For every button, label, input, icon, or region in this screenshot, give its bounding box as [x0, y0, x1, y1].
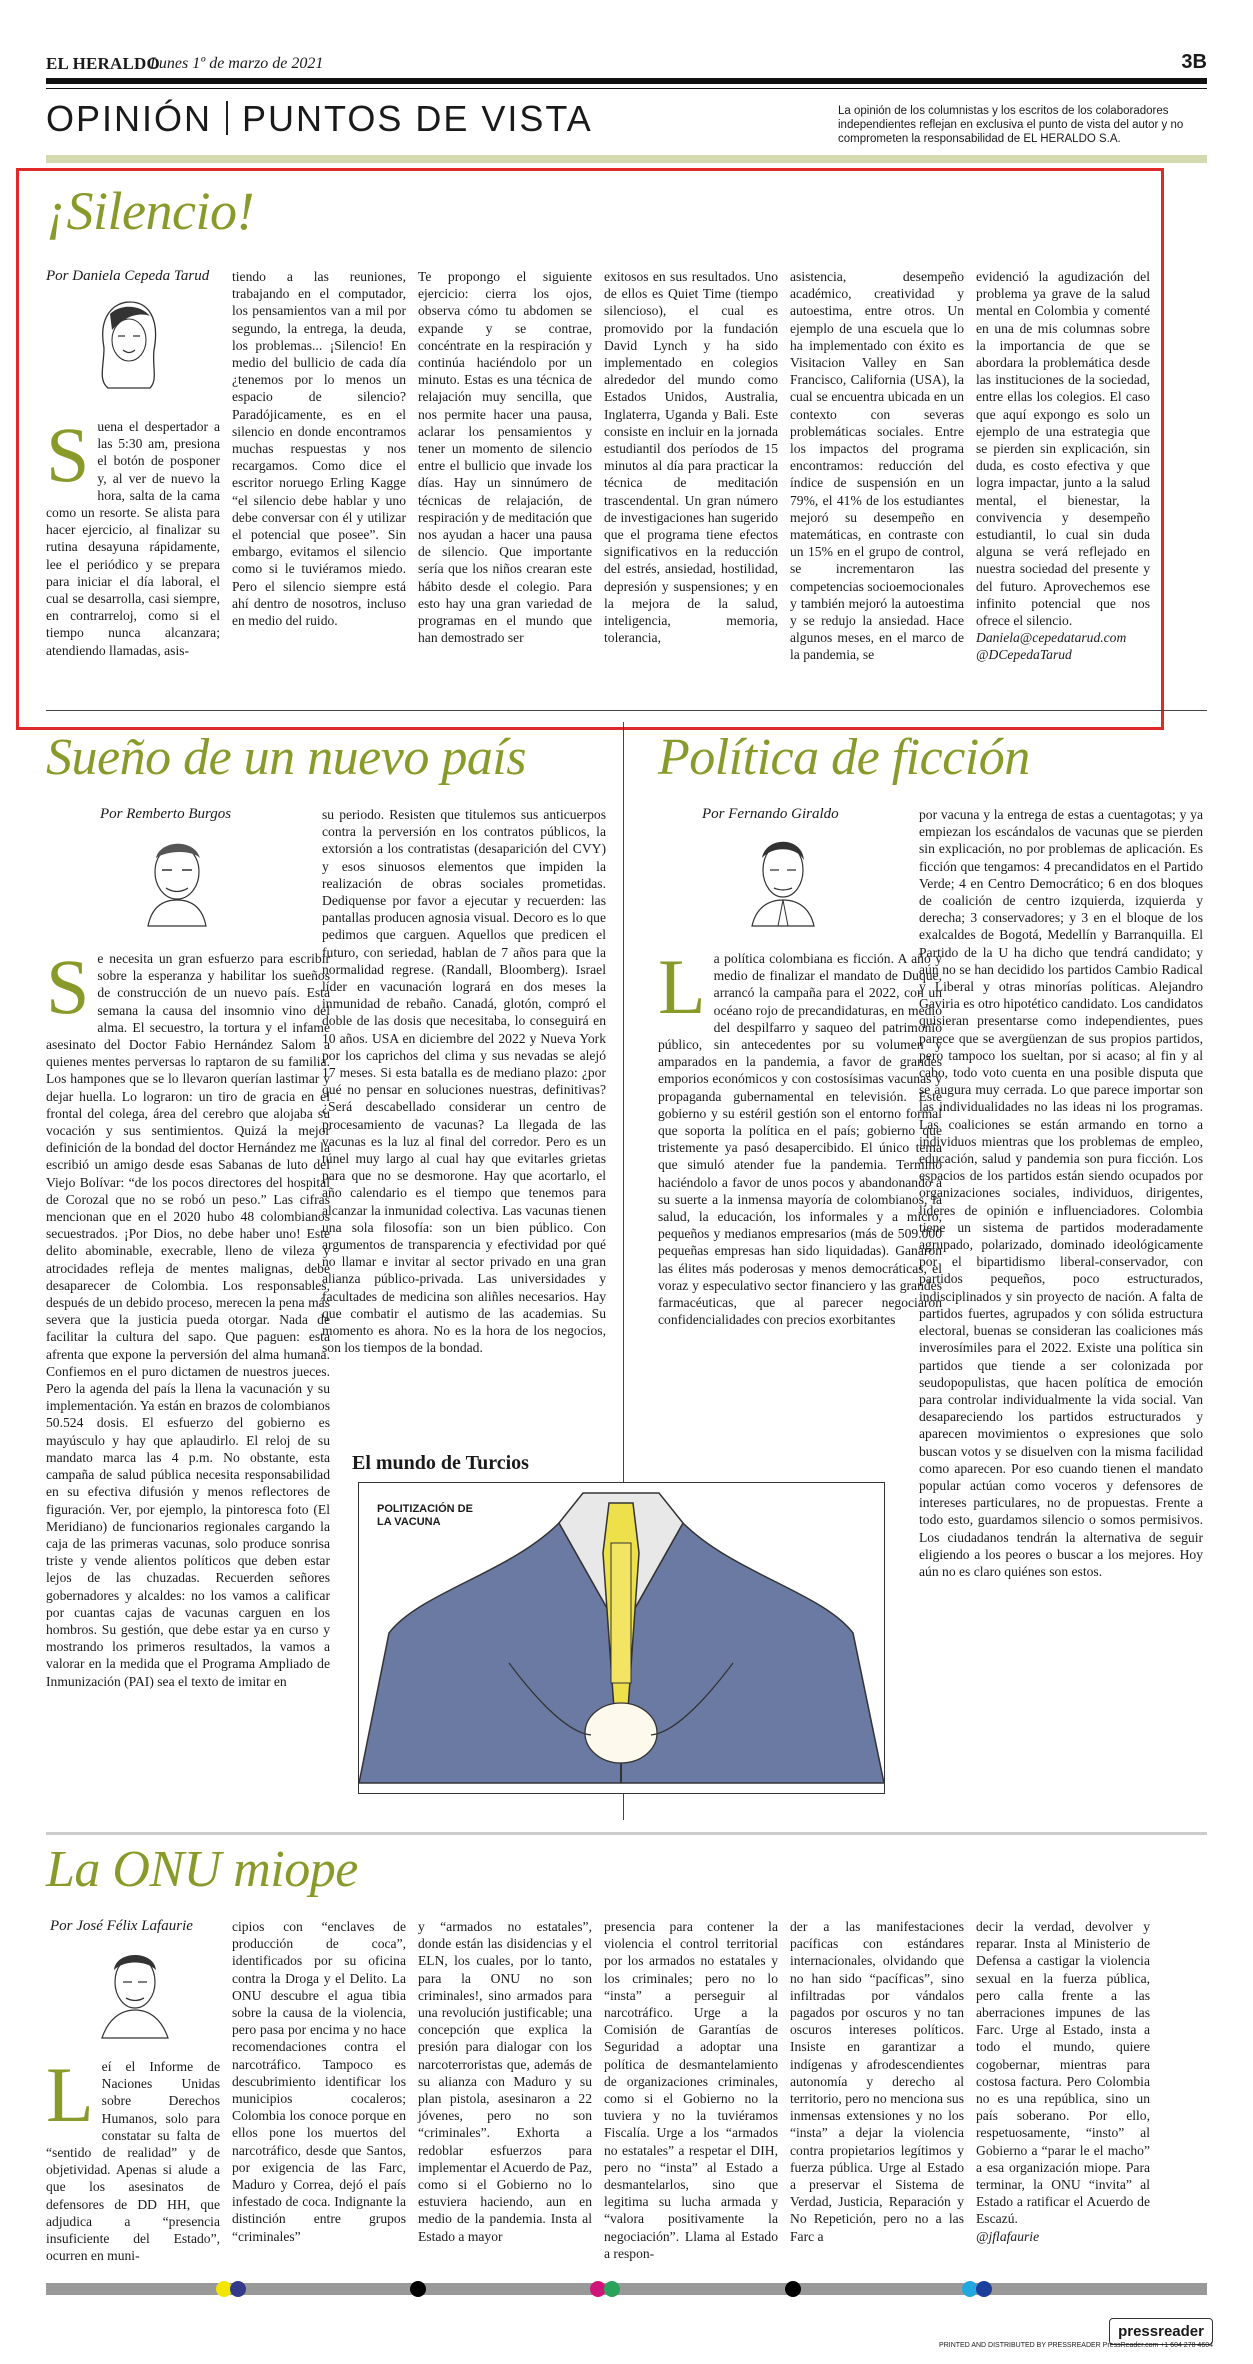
pressreader-logo[interactable]: pressreader	[1109, 2318, 1213, 2345]
sueno-col2-text: su periodo. Resisten que titulemos sus anticuerpos contra la perversión en los contratos públicos, la extorsión a los contratistas (desaparición del CVY) y esos sinuosos elementos que impiden la realización de obras sociales prometidas. Dediquense por favor a ejecutar y recuerden: las pantallas producen agnosia visual. Decoro es lo que pedimos que carguen. Aquellos que predicen el futuro, con seriedad, hablan de 7 años para que la normalidad regrese. (Randall, Bloomberg). Israel líder en vacunación logrará en dos meses la inmunidad de rebaño. Canadá, glotón, compró el doble de las dosis que necesitaba, lo conseguirá en 10 años. USA en diciembre del 2022 y Nueva York por los caprichos del clima y sus nevadas se alejó 17 meses. Si esta batalla es de mediano plazo: ¿por qué no pensar en soluciones nuestras, definitivas? ¿Será descabellado considerar un centro de procesamiento de vacunas? La llegada de las vacunas es la luz al final del corredor. Pero es un túnel muy largo al cual hay que evitarles grietas para que no se desmorone. Hay que acortarlo, el año calendario es el tiempo que tenemos para alcanzar la inmunidad colectiva. Las vacunas tienen una sola filosofía: son un bien público. Con argumentos de transparencia y efectividad por qué no llamar e invitar al sector privado en una gran alianza público-privada. Las universidades y facultades de medicina son aliñles necesarios. Hay que combatir el autismo de las academias. Su momento es ahora. No es la hora de los negocios, son los tiempos de la bondad.	[322, 807, 606, 1356]
silencio-col4-text: exitosos en sus resultados. Uno de ellos es Quiet Time (tiempo silencioso), el cual es promovido por la fundación David Lynch y ha sido implementado en colegios alrededor del mundo como Estados Unidos, Australia, Inglaterra, Uganda y Bali. Este consiste en incluir en la jornada estudiantil dos períodos de 15 minutos al día para practicar la técnica de meditación trascendental. Un gran número de investigaciones han sugerido que el programa tiene efectos significativos en la reducción del estrés, ansiedad, hostilidad, depresión y suspensiones; y en la mejora de la salud, inteligencia, memoria, tolerancia,	[604, 269, 778, 646]
silencio-author-email: Daniela@cepedatarud.com	[976, 630, 1127, 646]
cartoon-caption: POLITIZACIÓN DE LA VACUNA	[377, 1503, 473, 1528]
sueno-dropcap: S	[46, 943, 90, 1030]
masthead-thin-rule	[46, 88, 1207, 89]
silencio-author-handle: @DCepedaTarud	[976, 647, 1072, 663]
sueno-column-2	[322, 806, 606, 1357]
masthead-name: EL HERALDO	[46, 54, 160, 73]
silencio-column-2	[232, 268, 406, 629]
onu-author-handle: @jflafaurie	[976, 2228, 1040, 2244]
politica-headline: Política de ficción	[658, 729, 1030, 786]
silencio-col1-text: uena el despertador a las 5:30 am, presiona el botón de posponer y, al ver de nuevo la hora, salta de la cama como un resorte. Se alista para hacer ejercicio, al finalizar su rutina desayuna rápidamente, lee el periódico y se prepara para iniciar el día laboral, el cual se desarrolla, casi siempre, en contrarreloj, como si el tiempo nunca alcanzara; atendiendo llamadas, asis-	[46, 419, 220, 658]
silencio-byline: Por Daniela Cepeda Tarud	[46, 268, 210, 284]
onu-column-6	[976, 1918, 1150, 2245]
onu-headline: La ONU miope	[46, 1841, 358, 1898]
silencio-col5-text: asistencia, desempeño académico, creatividad y autoestima, entre otros. Un ejemplo de una escuela que lo ha implementado con éxito es Visitacion Valley en San Francisco, California (USA), la cual se encuentra ubicada en un contexto con severas problemáticas sociales. Entre los impactos del programa encontramos: reducción del índice de suspensión en un 79%, el 41% de los estudiantes mejoró su desempeño en matemáticas, en contraste con un 15% en el grupo de control, se incrementaron las competencias socioemocionales y también mejoró la autoestima y se redujo la ansiedad. Hace algunos meses, en el marco de la pandemia, se	[790, 269, 965, 663]
politica-column-1	[658, 943, 942, 1328]
onu-column-1	[46, 2051, 220, 2264]
silencio-column-1	[46, 411, 220, 659]
masthead-rule	[46, 78, 1207, 84]
onu-col5-text: der a las manifestaciones pacíficas con estándares internacionales, olvidando que no han sido “pacíficas”, sino infiltradas por vándalos pagados por oscuros y no tan oscuros intereses políticos. Insiste en garantizar a indígenas y afrodescendientes autonomía y derecho al territorio, pero no menciona sus inmensas extensiones y no los “insta” a dejar la violencia contra propietarios legítimos y fuerza pública. Urge al Estado a preservar el Sistema de Verdad, Justicia, Reparación y No Repetición, pero no a las Farc a	[790, 1919, 964, 2244]
page-number: 3B	[1181, 51, 1207, 73]
section-separator	[226, 101, 228, 135]
sueno-author-portrait	[134, 828, 220, 928]
black-registration-dot-2	[785, 2281, 801, 2297]
masthead-date: Lunes 1º de marzo de 2021	[150, 55, 324, 72]
silencio-headline: ¡Silencio!	[46, 181, 254, 241]
onu-dropcap: L	[46, 2051, 94, 2138]
pressreader-footer-text: PRINTED AND DISTRIBUTED BY PRESSREADER PressReader.com +1 604 278 4604	[939, 2342, 1213, 2349]
onu-col2-text: cipios con “enclaves de producción de coca”, identificados por su oficina contra la Droga y el Delito. La ONU descubre el agua tibia sobre la causa de la violencia, pero pasa por encima y no hace recomendaciones contra el narcotráfico. Tampoco es descubrimiento identificar los municipios cocaleros; Colombia los conoce porque en ellos pone los muertos del narcotráfico, desde que Santos, por exigencia de las Farc, Maduro y Correa, dejó el país infestado de coca. Indignante la distinción entre grupos “criminales”	[232, 1919, 406, 2244]
cartoon-panel	[358, 1482, 885, 1794]
silencio-col3-text: Te propongo el siguiente ejercicio: cierra los ojos, observa cómo tu abdomen se expande y se contrae, concéntrate en la respiración y continúa haciéndolo por un minuto. Estas es una técnica de relajación muy sencilla, que nos permite hacer una pausa, aclarar los pensamientos y tener un momento de silencio entre el bullicio que invade los días. Hay un sinnúmero de técnicas de relajación, de respiración y de meditación que nos ayudan a hacer una pausa de silencio. Que importante sería que los niños crearan este hábito desde el colegio. Para esto hay una gran variedad de programas en el mundo que han demostrado ser	[418, 269, 592, 646]
disclaimer: La opinión de los columnistas y los escritos de los colaboradores independientes reflejan en exclusiva el punto de vista del autor y no comprometen la responsabilidad de EL HERALDO S.A.	[838, 105, 1184, 145]
black-registration-dot	[410, 2281, 426, 2297]
section-title	[46, 98, 593, 140]
section-left: OPINIÓN	[46, 98, 213, 139]
onu-col3-text: y “armados no estatales”, donde están las disidencias y el ELN, los cuales, por lo tanto, para la ONU no son criminales!, sino armados para una revolución justificable; una concepción que explica la presión para dialogar con los narcoterroristas que, además de su alianza con Maduro y su plan pistola, asesinaron a 22 jóvenes, pero no son “criminales”. Exhorta a redoblar esfuerzos para implementar el Acuerdo de Paz, como si el Gobierno no lo estuviera haciendo, aun en medio de la pandemia. Insta al Estado a mayor	[418, 1919, 593, 2244]
silencio-column-5	[790, 268, 964, 664]
silencio-column-4	[604, 268, 778, 646]
sueno-headline: Sueño de un nuevo país	[46, 729, 527, 786]
onu-column-3	[418, 1918, 592, 2245]
blue-registration-dot	[230, 2281, 246, 2297]
onu-byline: Por José Félix Lafaurie	[50, 1918, 193, 1934]
silencio-author-portrait	[88, 296, 168, 396]
silencio-column-6	[976, 268, 1150, 664]
onu-col6-text: decir la verdad, devolver y reparar. Insta al Ministerio de Defensa a castigar la violencia sexual en la fuerza pública, pero calla frente a las aberraciones impunes de las Farc. Urge al Estado, insta a todo el mundo, quiere cogobernar, mientras para costosa factura. Pero Colombia no es una república, sino un país soberano. Por ello, respetuosamente, “insto” al Gobierno a “parar le el macho” a esa organización miope. Para terminar, la ONU “invita” al Estado a ratificar el Acuerdo de Escazú.	[976, 1919, 1150, 2227]
onu-col1-text: eí el Informe de Naciones Unidas sobre Derechos Humanos, solo para constatar su falta de “sentido de realidad” y de objetividad. Apenas si alude a que los asesinatos de defensores de DD HH, que adjudica a “presencia insuficiente del Estado”, ocurren en muni-	[46, 2059, 220, 2264]
silencio-col6-text: evidenció la agudización del problema ya grave de la salud mental en Colombia y comenté en una de mis columnas sobre la importancia de que se abordara la problemática desde las instituciones de la sociedad, entre ellas los colegios. El caso que aquí expongo es solo un ejemplo de una estrategia que se pierden sin explicación, sin duda, es costo efectiva y que logra impactar, junto a la salud mental, el bienestar, la convivencia y desempeño estudiantil, lo cual sin duda alguna se verá reflejado en nuestra sociedad del presente y del futuro. Aprovechemos ese infinito potencial que nos ofrece el silencio.	[976, 269, 1150, 629]
onu-author-portrait	[92, 1940, 178, 2040]
onu-column-5	[790, 1918, 964, 2245]
sueno-column-1	[46, 943, 330, 1690]
green-registration-dot	[604, 2281, 620, 2297]
dark-blue-registration-dot	[976, 2281, 992, 2297]
section-green-bar	[46, 155, 1207, 163]
politica-col1-text: a política colombiana es ficción. A año y medio de finalizar el mandato de Duque, arrancó la campaña para el 2022, con un océano rojo de precandidaturas, en medio del despilfarro y saqueo del patrimonio público, sin antecedentes por su volumen y amparados en la pandemia, a favor de grandes emporios económicos y con costosísimas vacunas y propaganda gubernamental en televisión. Este gobierno y su estéril gestión son el entorno formal que soporta la política en el país; gobierno que tristemente ya pasó desapercibido. El único tema que simuló atender fue la pandemia. Terminó haciéndolo a favor de unos pocos y abandonando a su suerte a la inmensa mayoría de colombianos, la salud, la educación, los informales y a micro, pequeños y medianos empresarios (más de 509.000 pequeñas empresas han sido liquidadas). Ganaron las élites más poderosas y menos democráticas, el voraz y especulativo sector financiero y las grandes farmacéuticas, que al parecer negociaron confidencialidades con precios exorbitantes	[658, 951, 942, 1328]
sueno-col1-text: e necesita un gran esfuerzo para escribir sobre la esperanza y habilitar los sueños de construcción de un nuevo país. Esta semana la causa del insomnio vino del alma. El secuestro, la tortura y el infame asesinato del Doctor Fabio Hernández Salom a quienes mentes perversas lo raptaron de su familia. Los hampones que se lo llevaron querían lastimar y dejar huella. Lo lograron: un tiro de gracia en el frontal del colega, área del cerebro que alojaba su vocación y sus sentimientos. Quizá la mejor definición de la bondad del doctor Hernández me la escribió un amigo desde esas Sabanas de luto del Viejo Bolívar: “de los pocos directores del hospital de Corozal que no se robó un peso.” Las cifras mencionan que en el 2020 hubo 48 colombianos secuestrados. ¡Por Dios, no debe haber uno! Este delito abominable, execrable, lleno de vileza y atrocidades refleja de mentes malignas, debe desaparecer de Colombia. Los responsables, después de un debido proceso, merecen la pena más severa que la justicia pueda otorgar. Nada de facilitar la cultura del sapo. Que paguen: esta afrenta que expone la perversión del alma humana. Confiemos en el puro dictamen de nuestros jueces. Pero la agenda del país la llena la vacunación y su implementación. Ya están en brazos de colombianos 50.524 dosis. El esfuerzo del gobierno es mayúsculo y hay que aplaudirlo. El reloj de su mandato marca las 4 p.m. No obstante, esta campaña de salud pública necesita responsabilidad en su efectiva difusión y menos reflectores de figuración. Ver, por ejemplo, la pintoresca foto (El Meridiano) de funcionarios regionales cargando la caja de las primeras vacunas, solo produce sonrisa triste y vende alientos políticos que deben estar lejos de las chuzadas. Recuerden señores gobernadores y alcaldes: no los vamos a calificar por cuantas cajas de vacunas carguen en los hombros. Su gestión, que debe estar ya en curso y mostrando los primeros resultados, la vamos a valorar en la medida que el Programa Ampliado de Inmunización (PAI) sea el texto de imitar en	[46, 951, 330, 1689]
silencio-dropcap: S	[46, 411, 90, 498]
politica-col2-text: por vacuna y la entrega de estas a cuentagotas; y ya empiezan los escándalos de vacunas que se pierden sin explicación, no por problemas de aplicación. Es ficción que tengamos: 4 precandidatos en el Partido Verde; 4 en Centro Democrático; 6 en dos bloques de coalición de centro izquierda, izquierda y derecha; 3 conservadores; y 3 en el bloque de los exalcaldes de Bogotá, Medellín y Barranquilla. El Partido de la U ha dicho que tendrá candidato; y aún no se han decidido los partidos Cambio Radical y Liberal y otras minorías políticas. Alejandro Gaviria es otro hipotético candidato. Los candidatos quisieran presentarse como independientes, pues parece que se avergüenzan de sus propios partidos, pero tampoco los sueltan, por si acaso; al fin y al cabo, todo voto cuenta en una posible disputa que se augura muy cerrada. Lo que parece importar son las individualidades no las ideas ni los programas. Las coaliciones se están armando en torno a individuos mientras que los problemas de empleo, educación, salud y pandemia son pura ficción. Los espacios de los partidos están siendo ocupados por organizaciones sociales, individuos, dirigentes, líderes de opinión e influenciadores. Colombia tiene un sistema de partidos moderadamente agrupado, polarizado, dominado ideológicamente por el bipartidismo liberal-conservador, con partidos pequeños, poco estructurados, indisciplinados y sin proyecto de nación. A falta de partidos fuertes, agrupados y con sólida estructura electoral, buenas se consideran las coaliciones más inverosímiles para el 2022. Existe una política sin partidos que tiende a ser colonizada por seudopopulistas, que hacen política de emoción para controlar individualmente la vida social. Van desapareciendo los partidos estructurados y aparecen movimientos o expresiones que solo buscan votos y se disuelven con la misma facilidad como aparecen. Por eso cuando tienen el mandato popular actúan como voceros y defensores de intereses particulares, no de propuestas. Frente a todo esto, guardamos silencio o somos permisivos. Los ciudadanos tendrán la alternativa de seguir eligiendo a los peores o buscar a los mejores. Hoy aún no es claro quiénes son estos.	[919, 807, 1203, 1579]
silencio-col2-text: tiendo a las reuniones, trabajando en el computador, los pensamientos van a mil por segundo, la entrega, la deuda, los problemas... ¡Silencio! En medio del bullicio de cada día ¿tenemos por lo menos un espacio de silencio? Paradójicamente, es en el silencio en donde encontramos muchas respuestas y nos recargamos. Como dice el escritor noruego Erling Kagge “el silencio debe hablar y uno debe conversar con él y utilizar el potencial que posee”. Sin embargo, evitamos el silencio como si le tuviéramos miedo. Pero el silencio siempre está ahí dentro de nosotros, incluso en medio del ruido.	[232, 269, 406, 629]
onu-col4-text: presencia para contener la violencia el control territorial por los armados no estatales y los criminales; pero no lo “insta” a perseguir al narcotráfico. Urge a la Comisión de Garantías de Seguridad a adoptar una política de desmantelamiento de organizaciones criminales, como si el Gobierno no la tuviera y no la tuviéramos Fiscalía. Urge a los “armados no estatales” a respetar el DIH, pero no “insta” al Estado a desmantelarlos, sino que legitima su lucha armada y “valora positivamente la negociación”. Llama al Estado a respon-	[604, 1919, 778, 2261]
onu-top-divider	[46, 1832, 1207, 1835]
politica-author-portrait	[740, 828, 826, 928]
politica-dropcap: L	[658, 943, 706, 1030]
cartoon-illustration	[359, 1483, 884, 1793]
politica-column-2	[919, 806, 1203, 1580]
onu-column-4	[604, 1918, 778, 2262]
politica-byline: Por Fernando Giraldo	[702, 806, 839, 822]
silencio-column-3	[418, 268, 592, 646]
section-right: PUNTOS DE VISTA	[242, 98, 593, 139]
top-divider	[46, 710, 1207, 711]
onu-column-2	[232, 1918, 406, 2245]
sueno-byline: Por Remberto Burgos	[100, 806, 232, 822]
cartoon-title: El mundo de Turcios	[352, 1452, 529, 1474]
